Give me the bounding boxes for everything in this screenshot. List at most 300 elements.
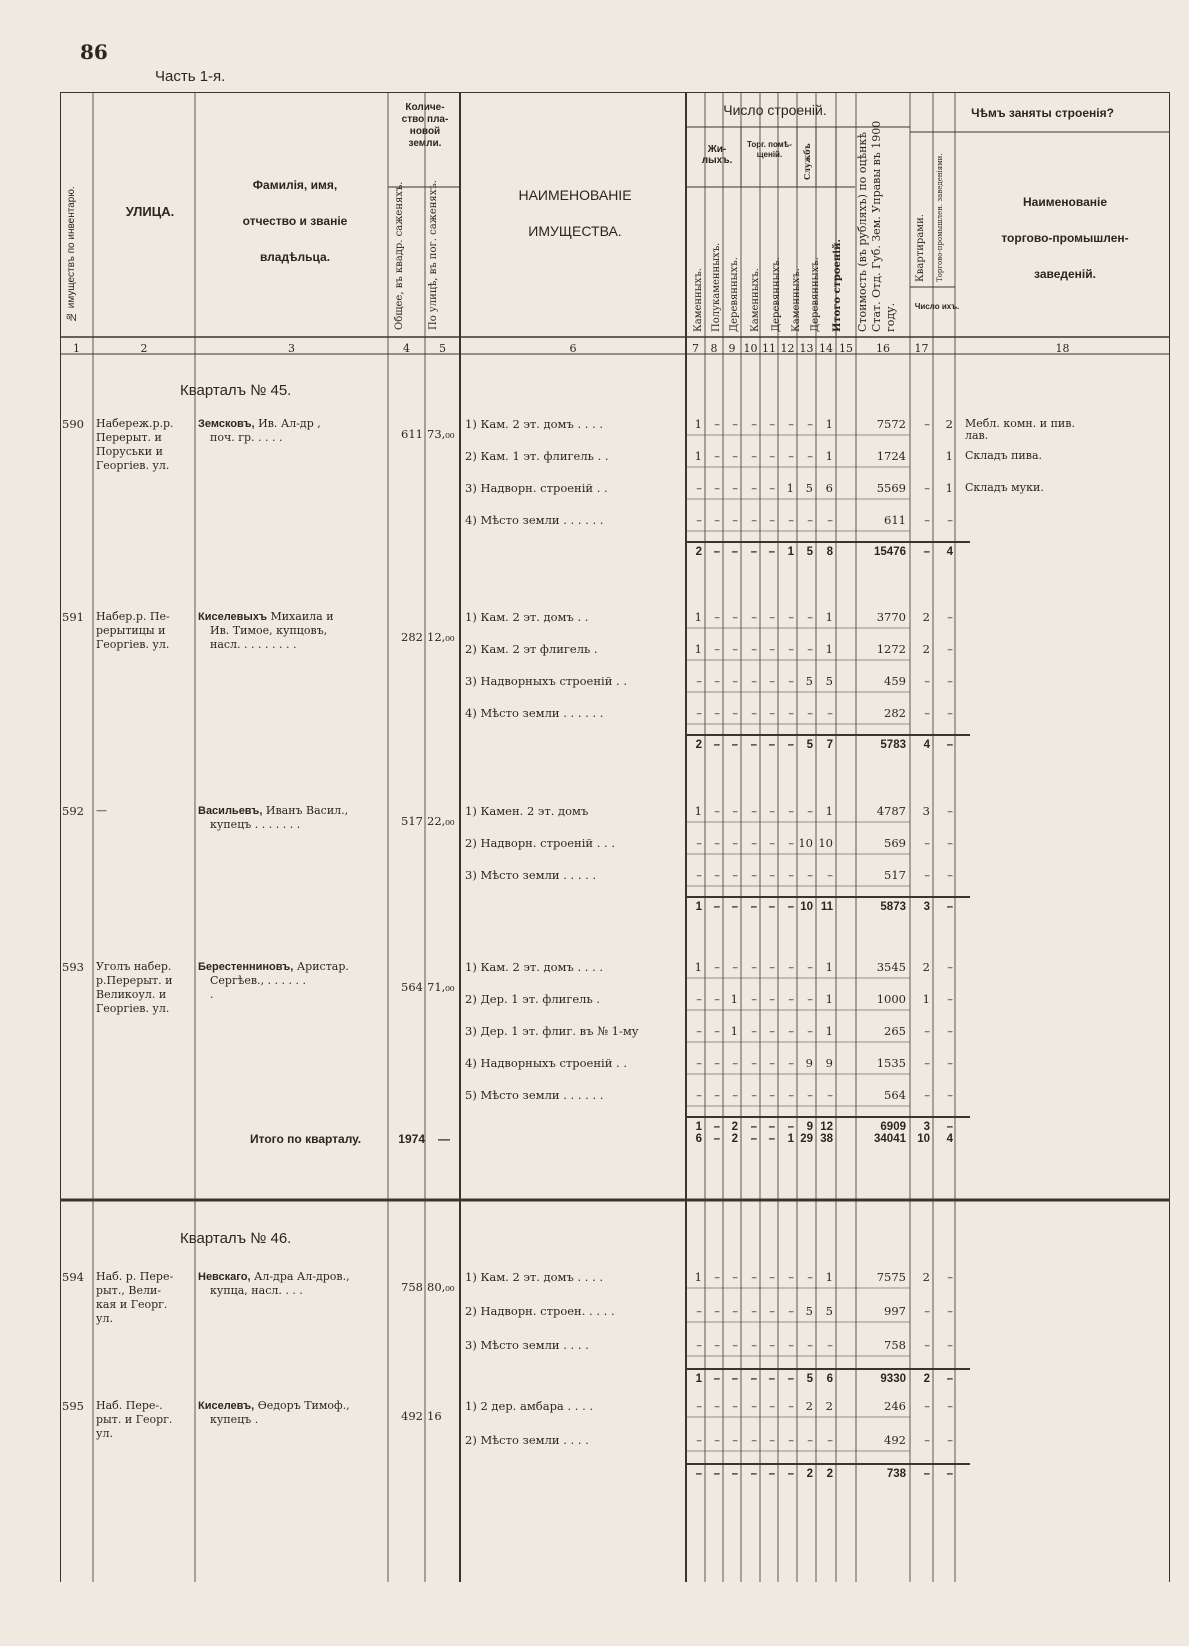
item-count: – xyxy=(807,804,813,818)
item-count: – xyxy=(714,706,720,720)
item-count: – xyxy=(732,706,738,720)
entry-total-count: 2 xyxy=(695,546,702,558)
land-total: 758 xyxy=(401,1280,423,1294)
street-line: рыт., Вели- xyxy=(96,1284,162,1297)
item-value: 1000 xyxy=(876,992,906,1006)
item-count: 1 xyxy=(694,417,702,431)
item-count: – xyxy=(732,1270,738,1284)
item-count: – xyxy=(788,674,794,688)
column-number: 10 xyxy=(743,342,758,355)
item-count: – xyxy=(788,1338,794,1352)
hdr-wooden-3: Деревянныхъ. xyxy=(810,257,821,332)
item-value: 517 xyxy=(884,868,906,882)
property-item: 1) Камен. 2 эт. домъ xyxy=(465,804,589,818)
item-trade-establishments: – xyxy=(947,868,953,882)
entry-total-count: – xyxy=(731,739,738,751)
item-count: – xyxy=(769,1338,775,1352)
item-apartments: 2 xyxy=(922,960,930,974)
item-trade-establishments: 2 xyxy=(945,417,953,431)
column-number: 9 xyxy=(728,342,736,355)
item-count: – xyxy=(732,1304,738,1318)
hdr-land-total: Общее, въ квадр. саженяхъ. xyxy=(394,181,405,330)
item-value: 7572 xyxy=(876,417,906,431)
entry-total-count: 5 xyxy=(806,739,813,751)
item-count: – xyxy=(696,992,702,1006)
item-count: – xyxy=(751,1304,757,1318)
entry-total-count: 2 xyxy=(826,1468,833,1480)
street-line: — xyxy=(96,804,107,817)
entry-total-count: – xyxy=(768,739,775,751)
item-count: 1 xyxy=(825,449,833,463)
entry-total-apartments: 3 xyxy=(923,1121,930,1133)
entry-total-count: – xyxy=(713,1373,720,1385)
establishment-name: Складъ пива. xyxy=(965,449,1043,462)
item-value: 265 xyxy=(884,1024,906,1038)
table-grid xyxy=(60,92,1170,1582)
item-count: – xyxy=(769,1056,775,1070)
column-number: 12 xyxy=(780,342,795,355)
owner-line: поч. гр. . . . . xyxy=(210,431,283,444)
item-count: – xyxy=(751,960,757,974)
item-count: 1 xyxy=(730,992,738,1006)
owner-line: Сергѣев., . . . . . . xyxy=(210,974,307,987)
entry-total-count: – xyxy=(731,1373,738,1385)
item-count: – xyxy=(769,960,775,974)
item-count: – xyxy=(732,417,738,431)
item-count: 1 xyxy=(694,960,702,974)
entry-total-count: 8 xyxy=(826,546,833,558)
quarter-total-count: 2 xyxy=(731,1133,738,1145)
land-total: 282 xyxy=(401,630,423,644)
item-apartments: – xyxy=(924,1338,930,1352)
entry-total-count: – xyxy=(768,1373,775,1385)
hdr-halfstone: Полукаменныхъ. xyxy=(711,242,722,332)
owner-line: насл. . . . . . . . . xyxy=(210,638,297,651)
item-count: – xyxy=(714,868,720,882)
owner-name: Берестенниновъ, Аристар. xyxy=(198,960,349,973)
item-count: – xyxy=(714,1056,720,1070)
entry-total-count: – xyxy=(768,1468,775,1480)
entry-total-apartments: 2 xyxy=(923,1373,930,1385)
property-item: 3) Надворныхъ строеній . . xyxy=(465,674,627,688)
item-count: – xyxy=(751,706,757,720)
item-apartments: 2 xyxy=(922,1270,930,1284)
hdr-buildings: Число строеній. xyxy=(723,102,827,118)
item-apartments: 1 xyxy=(922,992,930,1006)
column-number: 5 xyxy=(439,342,446,355)
item-count: 1 xyxy=(694,610,702,624)
item-count: – xyxy=(696,836,702,850)
item-count: – xyxy=(751,1056,757,1070)
item-count: 1 xyxy=(825,960,833,974)
hdr-owner: Фамилія, имя, отчество и званіе владѣльца. xyxy=(242,178,348,264)
item-count: – xyxy=(751,513,757,527)
entry-total-count: 1 xyxy=(695,901,702,913)
entry-total-apartments: – xyxy=(923,546,930,558)
entry-total-count: 2 xyxy=(806,1468,813,1480)
owner-line: купецъ . . . . . . . xyxy=(210,818,301,831)
land-frontage: 16 xyxy=(427,1409,442,1423)
item-apartments: – xyxy=(924,1399,930,1413)
item-count: – xyxy=(751,1270,757,1284)
entry-total-count: 5 xyxy=(806,1373,813,1385)
item-count: – xyxy=(788,449,794,463)
item-count: – xyxy=(696,1024,702,1038)
hdr-land-street: По улицѣ, въ пог. саженяхъ. xyxy=(428,180,439,330)
column-number: 1 xyxy=(73,342,80,355)
entry-total-count: – xyxy=(768,1121,775,1133)
owner-line: купца, насл. . . . xyxy=(210,1284,303,1297)
item-count: – xyxy=(751,674,757,688)
item-count: – xyxy=(751,642,757,656)
land-total: 517 xyxy=(401,814,423,828)
item-count: – xyxy=(807,417,813,431)
item-trade-establishments: – xyxy=(947,1399,953,1413)
item-count: – xyxy=(714,992,720,1006)
hdr-service: Службъ xyxy=(802,143,812,180)
property-item: 3) Дер. 1 эт. флиг. въ № 1-му xyxy=(465,1024,639,1038)
entry-total-value: 5783 xyxy=(880,739,906,751)
item-count: – xyxy=(807,706,813,720)
street-line: Георгiев. ул. xyxy=(96,1002,170,1015)
item-apartments: – xyxy=(924,1304,930,1318)
entry-total-count: 1 xyxy=(787,546,794,558)
item-count: – xyxy=(751,610,757,624)
item-trade-establishments: – xyxy=(947,706,953,720)
hdr-total-buildings: Итого строеній. xyxy=(832,239,843,332)
hdr-count: Число ихъ. xyxy=(914,302,960,311)
entry-total-count: 6 xyxy=(826,1373,833,1385)
item-count: – xyxy=(732,1399,738,1413)
hdr-property: НАИМЕНОВАНІЕ ИМУЩЕСТВА. xyxy=(518,187,632,239)
quarter-total-count: 6 xyxy=(695,1133,702,1145)
item-count: – xyxy=(807,868,813,882)
item-count: – xyxy=(732,868,738,882)
item-count: – xyxy=(788,642,794,656)
property-item: 2) Надворн. строен. . . . . xyxy=(465,1304,615,1318)
property-item: 2) Надворн. строеній . . . xyxy=(465,836,615,850)
inventory-number: 590 xyxy=(62,417,84,431)
item-count: 1 xyxy=(694,449,702,463)
item-trade-establishments: – xyxy=(947,992,953,1006)
item-count: 5 xyxy=(805,674,813,688)
column-number: 7 xyxy=(692,342,699,355)
item-count: – xyxy=(696,513,702,527)
land-frontage: 71,₀₀ xyxy=(427,980,455,994)
street-line: Набереж.р.р. xyxy=(96,417,174,430)
item-count: – xyxy=(788,1433,794,1447)
item-count: – xyxy=(788,1270,794,1284)
item-count: – xyxy=(827,706,833,720)
item-count: – xyxy=(769,1399,775,1413)
property-item: 2) Мѣсто земли . . . . xyxy=(465,1433,589,1447)
quarter-total-apartments: 10 xyxy=(917,1133,930,1145)
column-number: 6 xyxy=(569,342,577,355)
column-number: 13 xyxy=(799,342,814,355)
hdr-stone-3: Каменныхъ. xyxy=(791,268,802,332)
item-count: – xyxy=(751,417,757,431)
property-item: 3) Мѣсто земли . . . . xyxy=(465,1338,589,1352)
street-line: Наб. р. Пере- xyxy=(96,1270,174,1283)
property-item: 1) Кам. 2 эт. домъ . . xyxy=(465,610,589,624)
land-total: 564 xyxy=(401,980,423,994)
item-count: 6 xyxy=(825,481,833,495)
item-count: – xyxy=(807,610,813,624)
item-value: 1535 xyxy=(876,1056,906,1070)
entry-total-count: – xyxy=(731,546,738,558)
item-count: – xyxy=(769,992,775,1006)
land-frontage: 12,₀₀ xyxy=(427,630,455,644)
item-value: 758 xyxy=(884,1338,906,1352)
item-count: – xyxy=(807,513,813,527)
item-count: – xyxy=(769,1433,775,1447)
item-count: – xyxy=(769,1304,775,1318)
item-count: – xyxy=(751,992,757,1006)
property-item: 5) Мѣсто земли . . . . . . xyxy=(465,1088,604,1102)
item-count: – xyxy=(732,960,738,974)
property-item: 2) Кам. 2 эт флигель . xyxy=(465,642,598,656)
item-apartments: – xyxy=(924,836,930,850)
inventory-number: 593 xyxy=(62,960,84,974)
entry-total-trade-establishments: – xyxy=(946,1468,953,1480)
item-apartments: – xyxy=(924,1056,930,1070)
entry-total-count: – xyxy=(713,1121,720,1133)
street-line: Набер.р. Пе- xyxy=(96,610,170,623)
item-trade-establishments: – xyxy=(947,1433,953,1447)
street-line: ул. xyxy=(96,1427,113,1440)
entry-total-count: – xyxy=(768,546,775,558)
item-value: 282 xyxy=(884,706,906,720)
entry-total-trade-establishments: – xyxy=(946,739,953,751)
item-count: – xyxy=(696,1399,702,1413)
item-value: 564 xyxy=(884,1088,906,1102)
item-apartments: – xyxy=(924,1024,930,1038)
item-apartments: – xyxy=(924,706,930,720)
item-count: – xyxy=(807,960,813,974)
column-number: 8 xyxy=(710,342,718,355)
page-number: 86 xyxy=(80,40,108,64)
entry-total-count: 12 xyxy=(820,1121,833,1133)
item-value: 5569 xyxy=(876,481,906,495)
item-apartments: – xyxy=(924,1088,930,1102)
item-apartments: – xyxy=(924,513,930,527)
property-item: 4) Надворныхъ строеній . . xyxy=(465,1056,627,1070)
quarter-total-label: Итого по кварталу. xyxy=(250,1132,362,1146)
hdr-stone-1: Каменныхъ. xyxy=(693,268,704,332)
item-count: 5 xyxy=(825,1304,833,1318)
item-count: – xyxy=(827,1088,833,1102)
item-count: – xyxy=(751,836,757,850)
part-label: Часть 1-я. xyxy=(155,68,226,85)
item-count: – xyxy=(807,642,813,656)
item-trade-establishments: – xyxy=(947,1024,953,1038)
item-trade-establishments: – xyxy=(947,674,953,688)
item-count: – xyxy=(714,804,720,818)
item-count: – xyxy=(732,1433,738,1447)
entry-total-count: – xyxy=(750,739,757,751)
owner-line: . xyxy=(210,988,214,1001)
item-count: – xyxy=(769,868,775,882)
property-item: 2) Дер. 1 эт. флигель . xyxy=(465,992,601,1006)
land-frontage: 73,₀₀ xyxy=(427,427,455,441)
property-item: 1) 2 дер. амбара . . . . xyxy=(465,1399,594,1413)
entry-total-count: – xyxy=(750,1121,757,1133)
inventory-number: 592 xyxy=(62,804,84,818)
item-count: – xyxy=(714,960,720,974)
item-count: – xyxy=(807,1270,813,1284)
entry-total-count: – xyxy=(750,1468,757,1480)
item-count: 1 xyxy=(786,481,794,495)
hdr-street: УЛИЦА. xyxy=(125,204,175,219)
item-count: – xyxy=(714,1304,720,1318)
hdr-living: Жи- лыхъ. xyxy=(701,144,733,166)
item-count: 5 xyxy=(805,481,813,495)
item-apartments: 2 xyxy=(922,642,930,656)
entry-total-trade-establishments: 4 xyxy=(946,546,953,558)
item-count: – xyxy=(769,1024,775,1038)
item-count: – xyxy=(751,481,757,495)
entry-total-count: – xyxy=(787,1121,794,1133)
item-count: – xyxy=(714,449,720,463)
owner-name: Васильевъ, Иванъ Васил., xyxy=(198,804,349,817)
item-count: – xyxy=(751,1024,757,1038)
item-value: 997 xyxy=(884,1304,906,1318)
entry-total-trade-establishments: – xyxy=(946,1373,953,1385)
item-count: – xyxy=(788,513,794,527)
item-count: – xyxy=(751,1338,757,1352)
entry-total-count: 2 xyxy=(731,1121,738,1133)
item-count: – xyxy=(751,1088,757,1102)
item-count: – xyxy=(807,1088,813,1102)
street-line: кая и Георг. xyxy=(96,1298,168,1311)
entry-total-trade-establishments: – xyxy=(946,1121,953,1133)
item-apartments: – xyxy=(924,481,930,495)
item-count: – xyxy=(769,1270,775,1284)
hdr-wooden-1: Деревянныхъ. xyxy=(729,257,740,332)
item-count: 1 xyxy=(825,1024,833,1038)
item-count: – xyxy=(807,992,813,1006)
column-number: 2 xyxy=(140,342,148,355)
ledger-table xyxy=(60,92,1170,1582)
quarter-total-value: 34041 xyxy=(874,1133,906,1145)
entry-total-count: – xyxy=(731,1468,738,1480)
item-trade-establishments: 1 xyxy=(945,449,953,463)
entry-total-value: 5873 xyxy=(880,901,906,913)
item-count: – xyxy=(714,513,720,527)
item-value: 492 xyxy=(884,1433,906,1447)
item-count: – xyxy=(807,449,813,463)
item-count: – xyxy=(788,1088,794,1102)
entry-total-count: – xyxy=(787,739,794,751)
street-line: Георгiев. ул. xyxy=(96,638,170,651)
item-apartments: 2 xyxy=(922,610,930,624)
column-number: 4 xyxy=(403,342,410,355)
item-count: – xyxy=(732,1056,738,1070)
entry-total-count: – xyxy=(713,901,720,913)
item-count: – xyxy=(732,449,738,463)
item-count: – xyxy=(714,610,720,624)
item-count: – xyxy=(714,836,720,850)
entry-total-value: 15476 xyxy=(874,546,906,558)
item-count: – xyxy=(827,1433,833,1447)
establishment-name: Мебл. комн. и пив. xyxy=(965,417,1075,430)
column-number: 11 xyxy=(762,342,776,355)
hdr-apartments: Квартирами. xyxy=(915,214,926,282)
item-count: – xyxy=(788,1024,794,1038)
item-value: 611 xyxy=(884,513,906,527)
entry-total-count: – xyxy=(731,901,738,913)
item-count: – xyxy=(714,642,720,656)
item-count: – xyxy=(732,1088,738,1102)
item-count: – xyxy=(769,417,775,431)
column-number: 15 xyxy=(839,342,853,355)
item-count: – xyxy=(714,1338,720,1352)
item-count: – xyxy=(732,513,738,527)
item-count: – xyxy=(807,1433,813,1447)
land-frontage: 80,₀₀ xyxy=(427,1280,455,1294)
item-trade-establishments: – xyxy=(947,960,953,974)
item-value: 3770 xyxy=(876,610,906,624)
entry-total-apartments: – xyxy=(923,1468,930,1480)
item-count: – xyxy=(788,804,794,818)
item-value: 569 xyxy=(884,836,906,850)
item-count: – xyxy=(751,868,757,882)
item-count: – xyxy=(696,1056,702,1070)
item-count: – xyxy=(714,674,720,688)
property-item: 3) Надворн. строеній . . xyxy=(465,481,608,495)
entry-total-count: – xyxy=(750,901,757,913)
hdr-est-name: Наименованіе торгово-промышлен- заведеній. xyxy=(1001,195,1129,281)
land-frontage: 22,₀₀ xyxy=(427,814,455,828)
street-line: Поруськи и xyxy=(96,445,163,458)
item-trade-establishments: – xyxy=(947,513,953,527)
quarter-45-title: Кварталъ № 45. xyxy=(180,382,292,399)
entry-total-count: – xyxy=(750,1373,757,1385)
item-count: – xyxy=(788,610,794,624)
item-count: – xyxy=(696,481,702,495)
item-count: – xyxy=(769,674,775,688)
item-trade-establishments: – xyxy=(947,1088,953,1102)
column-number: 3 xyxy=(288,342,295,355)
item-count: – xyxy=(714,481,720,495)
item-count: – xyxy=(732,1338,738,1352)
quarter-total-count: 1 xyxy=(787,1133,794,1145)
item-count: – xyxy=(732,610,738,624)
entry-total-count: 2 xyxy=(695,739,702,751)
street-line: рерытицы и xyxy=(96,624,166,637)
item-count: – xyxy=(769,481,775,495)
item-value: 459 xyxy=(884,674,906,688)
entry-total-count: – xyxy=(787,1373,794,1385)
item-count: – xyxy=(714,1399,720,1413)
item-count: – xyxy=(751,804,757,818)
item-count: – xyxy=(696,868,702,882)
street-line: Уголъ набер. xyxy=(96,960,172,973)
item-value: 1272 xyxy=(876,642,906,656)
column-number: 14 xyxy=(819,342,833,355)
quarter-total-count: 29 xyxy=(800,1133,813,1145)
item-apartments: – xyxy=(924,674,930,688)
hdr-value: Стоимость (въ рубляхъ) по оцѣнкѣ Стат. Отд. Губ. Зем. Управы въ 1900 году. xyxy=(856,120,897,332)
item-count: 10 xyxy=(798,836,813,850)
establishment-name: Складъ муки. xyxy=(965,481,1044,494)
item-value: 1724 xyxy=(876,449,906,463)
item-count: 1 xyxy=(825,992,833,1006)
item-count: 9 xyxy=(825,1056,833,1070)
item-count: 1 xyxy=(694,804,702,818)
quarter-total-front: — xyxy=(438,1132,450,1146)
hdr-trade-est: Торгово-промышлен. заведеніями. xyxy=(936,153,944,282)
